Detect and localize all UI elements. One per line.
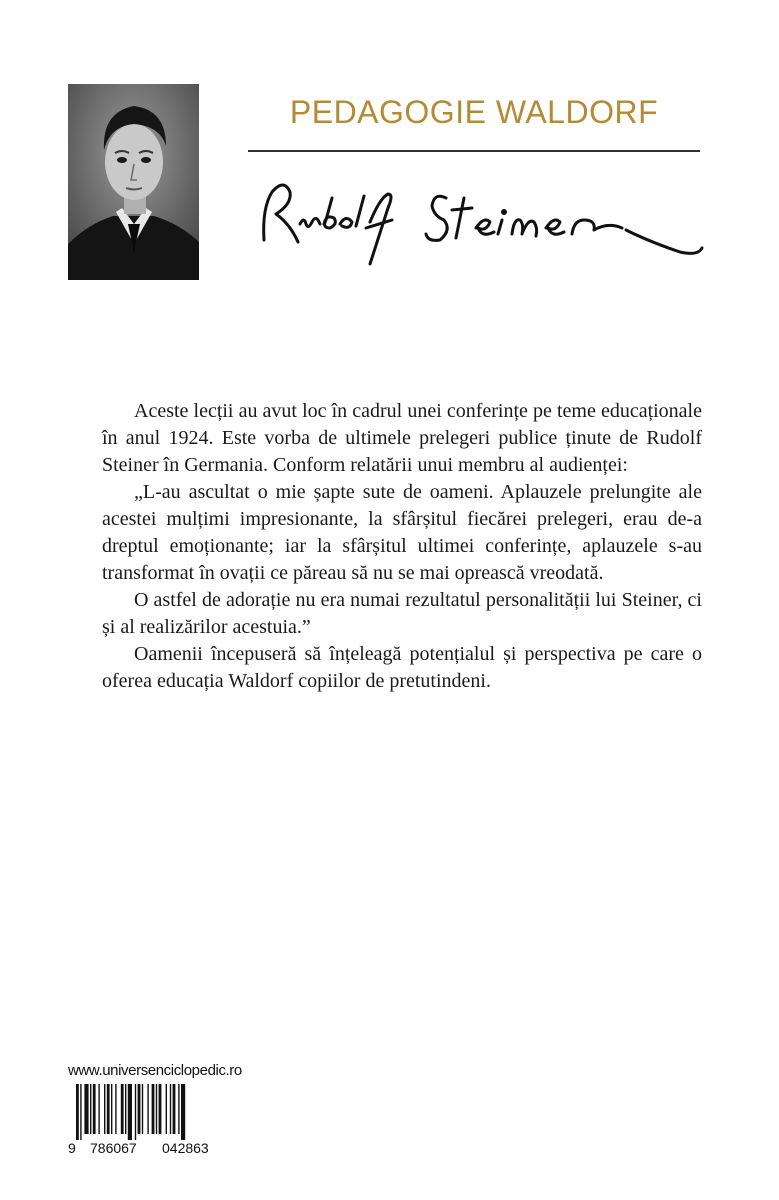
barcode-bar bbox=[90, 1084, 91, 1134]
barcode-bar bbox=[93, 1084, 96, 1134]
paragraph: O astfel de adorație nu era numai rezultatul personalității lui Steiner, ci și al realizărilor acestuia.” bbox=[102, 589, 702, 638]
barcode-bar bbox=[159, 1084, 162, 1134]
isbn-group: 786067 bbox=[90, 1140, 137, 1156]
paragraph: Aceste lecții au avut loc în cadrul unei conferințe pe teme educaționale în anul 1924. Este vorba de ultimele prelegeri publice ținute de Rudolf Steiner în Germania. Conform relatării unui membru al audienței: bbox=[102, 400, 702, 476]
barcode-bar bbox=[152, 1084, 155, 1134]
barcode-bar bbox=[125, 1084, 126, 1134]
paragraph: Oamenii începuseră să înțeleagă potențialul și perspectiva pe care o oferea educația Waldorf copiilor de pretutindeni. bbox=[102, 643, 702, 692]
barcode-bar bbox=[104, 1084, 105, 1134]
barcode-bar bbox=[121, 1084, 124, 1134]
author-signature bbox=[250, 168, 710, 268]
barcode-bar bbox=[142, 1084, 143, 1134]
barcode-bar bbox=[138, 1084, 141, 1134]
paragraph: „L-au ascultat o mie șapte sute de oameni. Aplauzele prelungite ale acestei mulțimi impresionante, la sfârșitul fiecărei prelegeri, erau de-a dreptul emoționante; iar la sfârșitul ultimei conferințe, aplauzele s-au transformat în ovații ce păreau să nu se mai oprească vreodată. bbox=[102, 481, 702, 584]
barcode-bar bbox=[115, 1084, 116, 1134]
barcode-bar bbox=[80, 1084, 81, 1140]
isbn-group: 042863 bbox=[162, 1140, 209, 1156]
barcode-bar bbox=[173, 1084, 176, 1134]
barcode-bar bbox=[76, 1084, 79, 1140]
barcode-bar bbox=[170, 1084, 171, 1134]
series-title: PEDAGOGIE WALDORF bbox=[289, 94, 659, 130]
publisher-website: www.universenciclopedic.ro bbox=[68, 1062, 242, 1079]
barcode-bar bbox=[166, 1084, 167, 1134]
barcode-bar bbox=[156, 1084, 157, 1134]
description-text bbox=[102, 398, 702, 695]
barcode-bar bbox=[128, 1084, 132, 1140]
barcode-bar bbox=[111, 1084, 112, 1134]
barcode-bar bbox=[147, 1084, 148, 1134]
isbn-number bbox=[68, 1140, 209, 1156]
barcode-bar bbox=[84, 1084, 88, 1134]
author-portrait bbox=[68, 84, 199, 280]
isbn-prefix: 9 bbox=[68, 1140, 76, 1156]
barcode-bar bbox=[135, 1084, 136, 1140]
title-divider bbox=[248, 150, 700, 152]
barcode-bar bbox=[98, 1084, 99, 1134]
barcode-bar bbox=[181, 1084, 185, 1140]
barcode-bar bbox=[107, 1084, 110, 1134]
barcode-bar bbox=[178, 1084, 179, 1134]
